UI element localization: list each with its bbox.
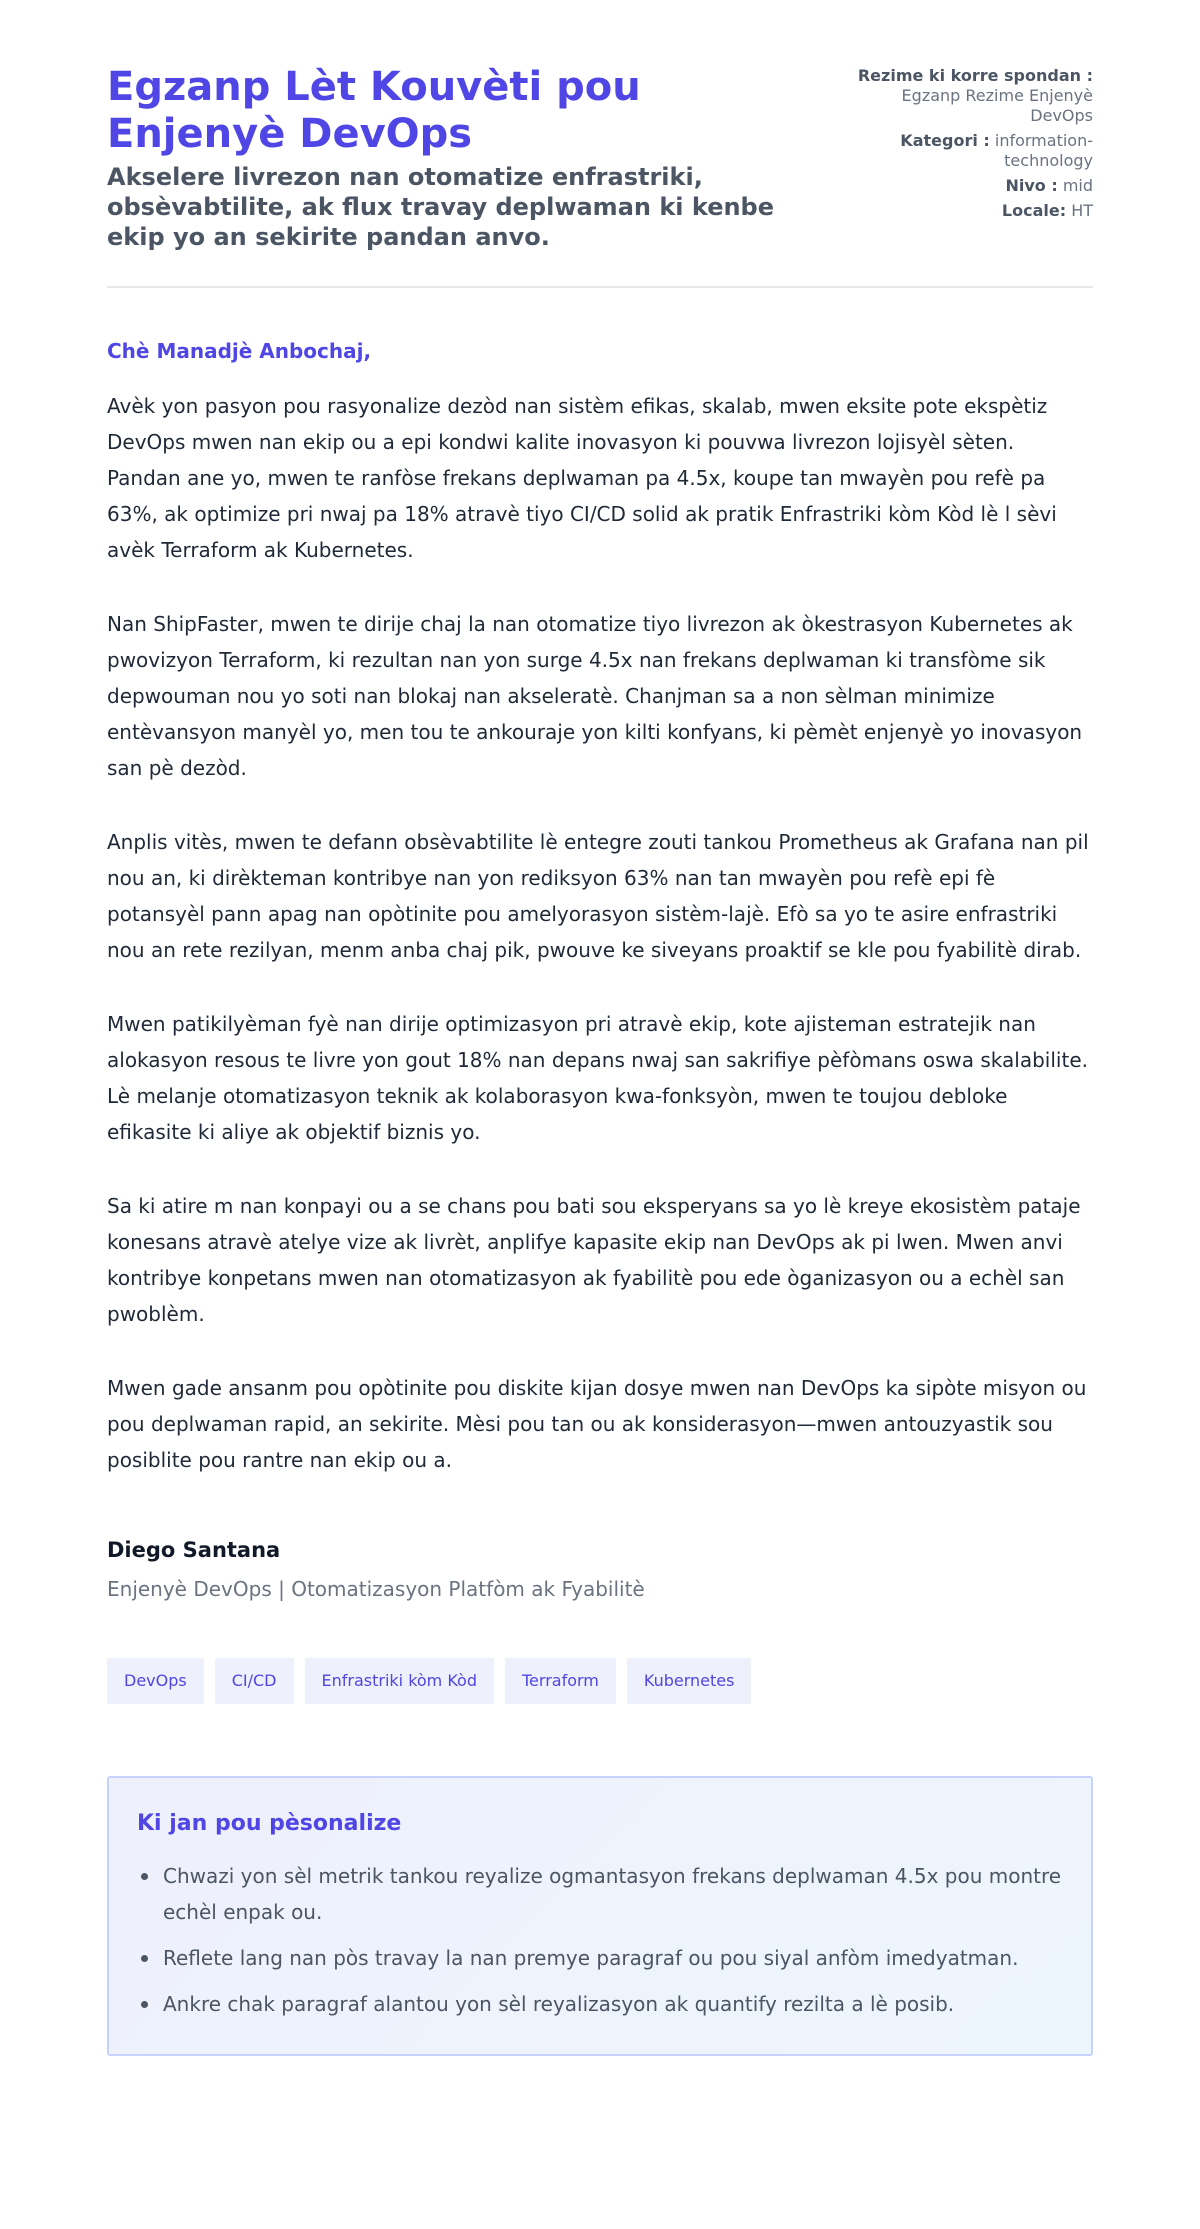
meta-category-label: Kategori : xyxy=(900,131,990,150)
bullet-icon xyxy=(141,1873,148,1880)
bullet-icon xyxy=(141,1955,148,1962)
meta-summary xyxy=(853,66,1093,126)
meta-locale xyxy=(853,201,1093,221)
signature-title: Enjenyè DevOps | Otomatizasyon Platfòm ak Fyabilitè xyxy=(107,1577,645,1601)
letter-paragraph: Mwen gade ansanm pou opòtinite pou diskite kijan dosye mwen nan DevOps ka sipòte misyon ou pou deplwaman rapid, an sekirite. Mèsi pou tan ou ak konsiderasyon—mwen antouzyastik sou posiblite pou rantre nan ekip ou a. xyxy=(107,1376,1087,1472)
meta-category xyxy=(853,131,1093,171)
tips-item-text: Ankre chak paragraf alantou yon sèl reyalizasyon ak quantify rezilta a lè posib. xyxy=(163,1992,955,2016)
tips-list-item xyxy=(137,1986,1063,2022)
tag-devops: DevOps xyxy=(107,1658,204,1704)
tag-list xyxy=(107,1658,1093,1704)
meta-locale-value: HT xyxy=(1071,201,1093,220)
tag-terraform: Terraform xyxy=(505,1658,616,1704)
tips-item-text: Chwazi yon sèl metrik tankou reyalize ogmantasyon frekans deplwaman 4.5x pou montre echèl enpak ou. xyxy=(163,1864,1062,1924)
tag-kubernetes: Kubernetes xyxy=(627,1658,752,1704)
tips-list-item xyxy=(137,1858,1063,1930)
letter-paragraph: Nan ShipFaster, mwen te dirije chaj la nan otomatize tiyo livrezon ak òkestrasyon Kubernetes ak pwovizyon Terraform, ki rezultan nan yon surge 4.5x nan frekans deplwaman ki transfòme sik depwouman nou yo soti nan blokaj nan akseleratè. Chanjman sa a non sèlman minimize entèvansyon manyèl yo, men tou te ankouraje yon kilti konfyans, ki pèmèt enjenyè yo inovasyon san pè dezòd. xyxy=(107,612,1083,780)
meta-locale-label: Locale: xyxy=(1001,201,1067,220)
tips-list-item xyxy=(137,1940,1063,1976)
customization-tips-box xyxy=(107,1776,1093,2056)
page-title: Egzanp Lèt Kouvèti pou Enjenyè DevOps xyxy=(107,64,641,157)
meta-level-label: Nivo : xyxy=(1005,176,1058,195)
letter-paragraph: Anplis vitès, mwen te defann obsèvabtilite lè entegre zouti tankou Prometheus ak Grafana nan pil nou an, ki dirèkteman kontribye nan yon rediksyon 63% nan tan mwayèn pou refè epi fè potansyèl pann apag nan opòtinite pou amelyorasyon sistèm-lajè. Efò sa yo te asire enfrastriki nou an rete rezilyan, menm anba chaj pik, pwouve ke siveyans proaktif se kle pou fyabilitè dirab. xyxy=(107,830,1089,962)
meta-summary-value: Egzanp Rezime Enjenyè DevOps xyxy=(901,86,1093,125)
letter-header xyxy=(107,64,1093,288)
meta-level-value: mid xyxy=(1062,176,1093,195)
title-block xyxy=(107,64,827,252)
letter-paragraph: Sa ki atire m nan konpayi ou a se chans pou bati sou eksperyans sa yo lè kreye ekosistèm pataje konesans atravè atelye vize ak livrèt, anplifye kapasite ekip nan DevOps ak pi lwen. Mwen anvi kontribye konpetans mwen nan otomatizasyon ak fyabilitè pou ede òganizasyon ou a echèl san pwoblèm. xyxy=(107,1194,1081,1326)
letter-paragraph: Avèk yon pasyon pou rasyonalize dezòd nan sistèm efikas, skalab, mwen eksite pote ekspètiz DevOps mwen nan ekip ou a epi kondwi kalite inovasyon ki pouvwa livrezon lojisyèl sèten. Pandan ane yo, mwen te ranfòse frekans deplwaman pa 4.5x, koupe tan mwayèn pou refè pa 63%, ak optimize pri nwaj pa 18% atravè tiyo CI/CD solid ak pratik Enfrastriki kòm Kòd lè l sèvi avèk Terraform ak Kubernetes. xyxy=(107,394,1057,562)
page-subtitle: Akselere livrezon nan otomatize enfrastriki, obsèvabtilite, ak flux travay deplwaman ki kenbe ekip yo an sekirite pandan anvo. xyxy=(107,163,775,251)
signature-block xyxy=(107,1536,1093,1602)
meta-summary-label: Rezime ki korre spondan : xyxy=(857,66,1093,85)
signature-name: Diego Santana xyxy=(107,1538,281,1562)
meta-category-value: information-technology xyxy=(994,131,1093,170)
letter-body xyxy=(107,388,1093,1478)
bullet-icon xyxy=(141,2001,148,2008)
tips-list xyxy=(137,1858,1063,2022)
letter-paragraph: Mwen patikilyèman fyè nan dirije optimizasyon pri atravè ekip, kote ajisteman estratejik nan alokasyon resous te livre yon gout 18% nan depans nwaj san sakrifiye pèfòmans oswa skalabilite. Lè melanje otomatizasyon teknik ak kolaborasyon kwa-fonksyòn, mwen te toujou debloke efikasite ki aliye ak objektif biznis yo. xyxy=(107,1012,1088,1144)
tag-infrastructure-as-code: Enfrastriki kòm Kòd xyxy=(305,1658,495,1704)
tips-item-text: Reflete lang nan pòs travay la nan premye paragraf ou pou siyal anfòm imedyatman. xyxy=(163,1946,1019,1970)
meta-level xyxy=(853,176,1093,196)
tag-cicd: CI/CD xyxy=(215,1658,294,1704)
tips-title: Ki jan pou pèsonalize xyxy=(137,1811,402,1836)
meta-panel xyxy=(853,64,1093,226)
salutation: Chè Manadjè Anbochaj, xyxy=(107,339,372,363)
